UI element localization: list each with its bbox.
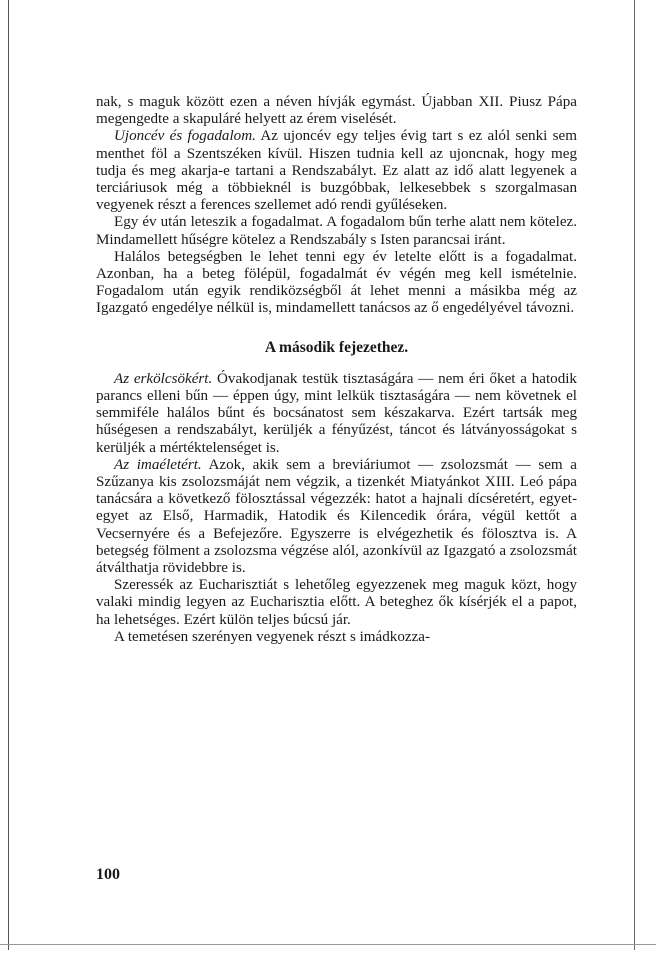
morals-paragraph (96, 371, 577, 457)
prayer-text: Azok, akik sem a breviáriumot — zsolozsmát — sem a Szűzanya kis zsolozsmáját nem végzik, a tizenkét Miatyánkot XIII. Leó pápa tanácsára a következő fölosztással végezzék: hatot a hajnali dícséretért, egyet-egyet az Első, Harmadik, Hatodik és Kilencedik órára, végül kettőt a Vecsernyére és a Befejezőre. Egyszerre is elvégezhetik és fölosztva is. A betegség fölment a zsolozsma végzése alól, azonkívül az Igazgató a zsolozsmát átválthatja rövidebbre is. (96, 456, 577, 577)
novitiate-paragraph (96, 128, 577, 214)
morals-title: Az erkölcsökért. (114, 370, 213, 387)
scan-edge-right (634, 0, 635, 950)
prayer-paragraph (96, 457, 577, 577)
vow-paragraph: Egy év után leteszik a fogadalmat. A fogadalom bűn terhe alatt nem kötelez. Mindamellett hűségre kötelez a Rendszabály s Isten parancsai iránt. (96, 214, 577, 248)
novitiate-text: Az ujoncév egy teljes évig tart s ez alól senki sem menthet föl a Szentszéken kívül. Hiszen tudnia kell az ujoncnak, hogy meg tudja és meg akarja-e tartani a Rendszabályt. Ez alatt az idő alatt legyenek a terciáriusok még a többieknél is buzgóbbak, lelkesebbek s szorgalmasan vegyenek részt a ferences szellemet adó rendi gyűléseken. (96, 128, 577, 214)
scan-edge-bottom (0, 944, 656, 945)
page-body (96, 94, 577, 646)
prayer-title: Az imaéletért. (114, 456, 202, 473)
funeral-paragraph: A temetésen szerényen vegyenek részt s imádkozza- (114, 628, 430, 645)
section-heading: A második fejezethez. (264, 338, 409, 356)
novitiate-title: Ujoncév és fogadalom. (114, 128, 256, 145)
death-vow-paragraph: Halálos betegségben le lehet tenni egy év letelte előtt is a fogadalmat. Azonban, ha a beteg fölépül, fogadalmát év végén meg kell ismételnie. Fogadalom után egyik rendiközségből át lehet menni a másikba még az Igazgató engedélye nélkül is, mindamellett tanácsos az ő engedélyével távozni. (96, 248, 577, 317)
continuation-paragraph: nak, s maguk között ezen a néven hívják egymást. Újabban XII. Piusz Pápa megengedte a skapuláré helyett az érem viselését. (96, 94, 577, 128)
page-number: 100 (96, 866, 120, 883)
scan-edge-left (8, 0, 9, 950)
eucharist-paragraph: Szeressék az Eucharisztiát s lehetőleg egyezzenek meg maguk közt, hogy valaki mindig legyen az Eucharisztia előtt. A beteghez ők kísérjék el a papot, ha lehetséges. Ezért külön teljes búcsú jár. (96, 577, 577, 628)
morals-text: Óvakodjanak testük tisztaságára — nem éri őket a hatodik parancs elleni bűn — éppen úgy, mint lelkük tisztaságára — nem követnek el semmiféle halálos bűnt és bocsánatost sem készakarva. Ezért tartsák meg hűségesen a rendszabályt, kerüljék a fényűzést, táncot és látványosságokat s kerüljék a mértéktelenséget is. (96, 370, 577, 456)
